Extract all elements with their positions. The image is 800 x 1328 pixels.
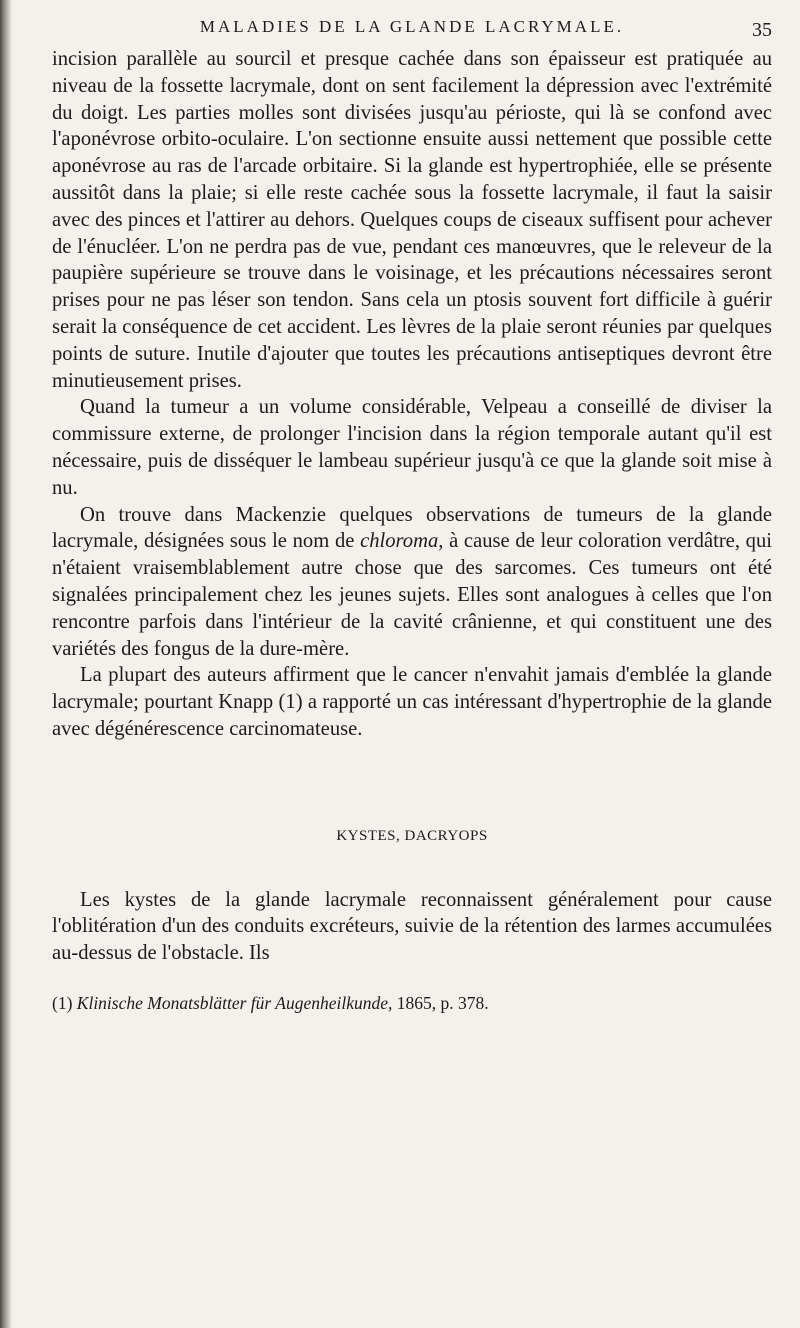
book-page xyxy=(52,10,772,1015)
paragraph-4: La plupart des auteurs affirment que le cancer n'envahit jamais d'emblée la glande lacrymale; pourtant Knapp (1) a rapporté un cas intéressant d'hypertrophie de la glande avec dégénérescence carcinomateuse. xyxy=(52,664,772,740)
running-title: MALADIES DE LA GLANDE LACRYMALE. xyxy=(199,17,625,36)
body-text xyxy=(52,46,772,1015)
paragraph-3 xyxy=(52,502,772,663)
paragraph-5: Les kystes de la glande lacrymale reconnaissent généralement pour cause l'oblitération d'un des conduits excréteurs, suivie de la rétention des larmes accumulées au-dessus de l'obstacle. Ils xyxy=(52,888,772,965)
footnote xyxy=(52,991,772,1015)
section-heading: KYSTES, DACRYOPS xyxy=(336,827,488,844)
footnote-reference: 1865, p. 378. xyxy=(392,992,489,1013)
footnote-journal: Klinische Monatsblätter für Augenheilkunde, xyxy=(76,992,393,1013)
page-binding-edge xyxy=(0,0,12,1328)
chloroma-term: chloroma xyxy=(360,530,439,553)
paragraph-2: Quand la tumeur a un volume considérable, Velpeau a conseillé de diviser la commissure externe, de prolonger l'incision dans la région temporale autant qu'il est nécessaire, puis de disséquer le lambeau supérieur jusqu'à ce que la glande soit mise à nu. xyxy=(52,396,772,499)
paragraph-1: incision parallèle au sourcil et presque cachée dans son épaisseur est pratiquée au niveau de la fossette lacrymale, dont on sent facilement la dépression avec l'extrémité du doigt. Les parties molles sont divisées jusqu'au périoste, qui là se confond avec l'aponévrose orbito-oculaire. L'on sectionne ensuite aussi nettement que possible cette aponévrose au ras de l'arcade orbitaire. Si la glande est hypertrophiée, elle se présente aussitôt dans la plaie; si elle reste cachée sous la fossette lacrymale, il faut la saisir avec des pinces et l'attirer au dehors. Quelques coups de ciseaux suffisent pour achever de l'énucléer. L'on ne perdra pas de vue, pendant ces manœuvres, que le releveur de la paupière supérieure se trouve dans le voisinage, et les précautions nécessaires seront prises pour ne pas léser son tendon. Sans cela un ptosis souvent fort difficile à guérir serait la conséquence de cet accident. Les lèvres de la plaie seront réunies par quelques points de suture. Inutile d'ajouter que toutes les précautions antiseptiques devront être minutieusement prises. xyxy=(52,48,772,392)
running-head xyxy=(52,10,772,44)
page-number: 35 xyxy=(752,19,772,41)
paragraph-3-text-a: On trouve dans Mackenzie quelques observations de tumeurs de la glande lacrymale, désignées sous le nom de xyxy=(52,503,772,553)
footnote-marker: (1) xyxy=(52,992,73,1013)
paragraph-3-text-b: , à cause de leur coloration verdâtre, qui n'étaient vraisemblablement autre chose que des sarcomes. Ces tumeurs ont été signalées principalement chez les jeunes sujets. Elles sont analogues à celles que l'on rencontre parfois dans l'intérieur de la cavité crânienne, et qui constituent une des variétés des fongus de la dure-mère. xyxy=(52,530,772,660)
